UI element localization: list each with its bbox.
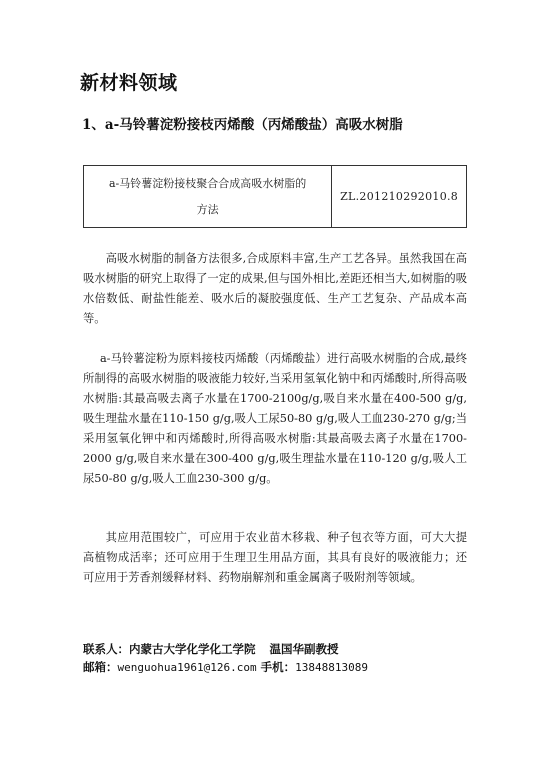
paragraph-results: a-马铃薯淀粉为原料接枝丙烯酸（丙烯酸盐）进行高吸水树脂的合成,最终所制得的高吸水树脂的吸液能力较好,当采用氢氧化钠中和丙烯酸时,所得高吸水树脂:其最高吸去离子水量在1700-2100g/g,吸自来水量在400-500 g/g,吸生理盐水量在110-150 g/g,吸人工尿50-80 g/g,吸人工血230-270 g/g;当采用氢氧化钾中和丙烯酸时,所得高吸水树脂:其最高吸去离子水量在1700-2000 g/g,吸自来水量在300-400 g/g,吸生理盐水量在110-120 g/g,吸人工尿50-80 g/g,吸人工血230-300 g/g。 xyxy=(83,352,467,485)
table-row xyxy=(84,166,467,228)
patent-name-line-1: a-马铃薯淀粉接枝聚合合成高吸水树脂的 xyxy=(108,176,307,190)
phone-number: 13848813089 xyxy=(295,661,368,674)
patent-name-line-2: 方法 xyxy=(196,202,219,216)
phone-label: 手机： xyxy=(260,660,296,674)
section-heading: 1、a-马铃薯淀粉接枝丙烯酸（丙烯酸盐）高吸水树脂 xyxy=(82,117,403,133)
paragraph-applications: 其应用范围较广，可应用于农业苗木移栽、种子包衣等方面，可大大提高植物成活率；还可应用于生理卫生用品方面，其具有良好的吸液能力；还可应用于芳香剂缓释材料、药物崩解剂和重金属离子吸附剂等领域。 xyxy=(83,531,467,584)
email-address[interactable]: wenguohua1961@126.com xyxy=(117,661,257,674)
page-title: 新材料领域 xyxy=(80,72,178,94)
contact-details-line xyxy=(83,659,368,675)
contact-person: 温国华副教授 xyxy=(269,642,339,656)
contact-label: 联系人： xyxy=(83,642,129,656)
paragraph-intro: 高吸水树脂的制备方法很多,合成原料丰富,生产工艺各异。虽然我国在高吸水树脂的研究上取得了一定的成果,但与国外相比,差距还相当大,如树脂的吸水倍数低、耐盐性能差、吸水后的凝胶强度低、生产工艺复杂、产品成本高等。 xyxy=(83,252,467,325)
contact-line xyxy=(83,641,339,657)
patent-table xyxy=(83,165,467,228)
email-label: 邮箱： xyxy=(83,660,118,674)
contact-org: 内蒙古大学化学化工学院 xyxy=(129,642,256,656)
patent-name-cell xyxy=(84,166,332,228)
patent-number-cell: ZL.201210292010.8 xyxy=(332,166,467,228)
